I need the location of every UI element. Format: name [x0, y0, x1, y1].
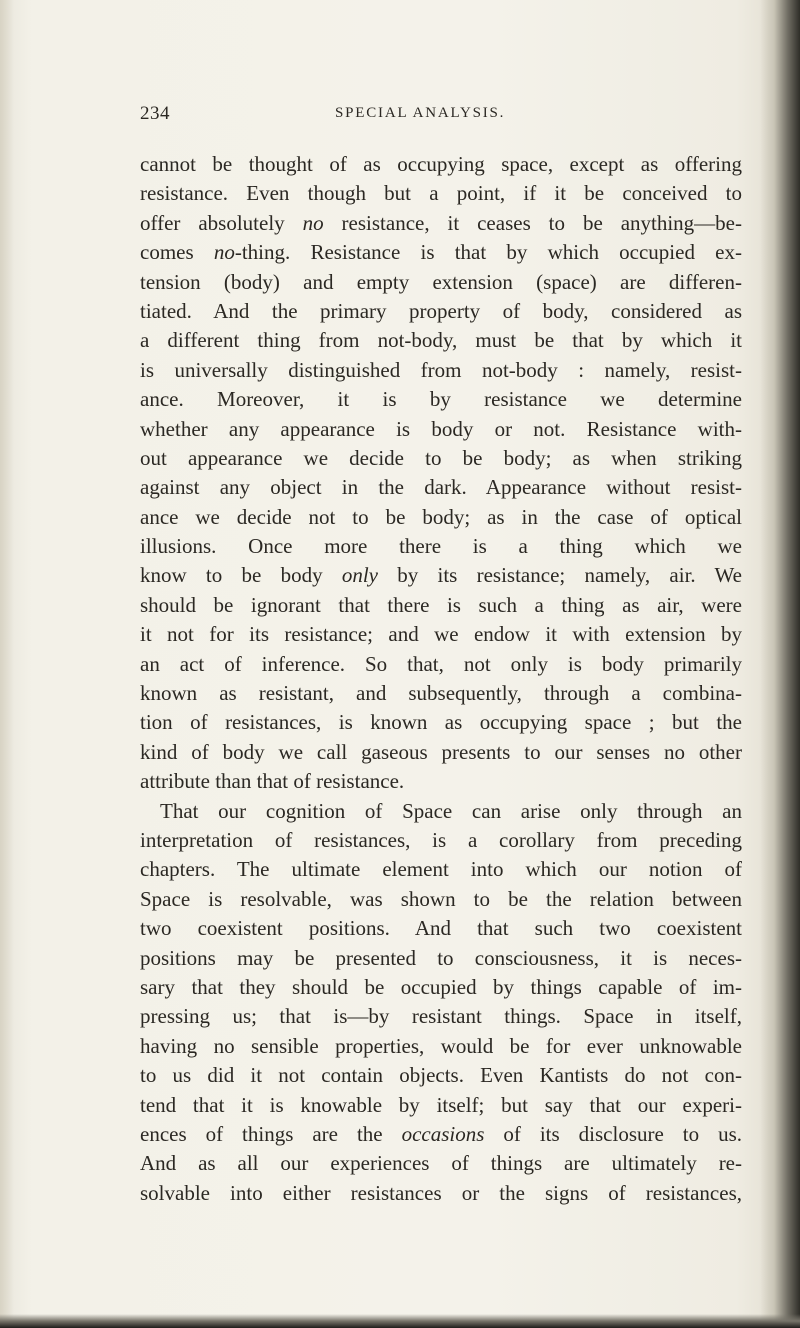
- italic-word: occasions: [401, 1121, 485, 1146]
- text-line: is universally distinguished from not-body : namely, resist-: [140, 357, 742, 382]
- text-segment: of its disclosure to us.: [484, 1121, 742, 1146]
- text-line: solvable into either resistances or the signs of resistances,: [140, 1180, 742, 1205]
- page-fore-edge: [760, 0, 800, 1328]
- body-text: [140, 150, 742, 1208]
- text-line: cannot be thought of as occupying space, except as offering: [140, 152, 742, 176]
- running-head: SPECIAL ANALYSIS.: [335, 105, 506, 121]
- text-line: tiated. And the primary property of body, considered as: [140, 298, 742, 323]
- text-line: Space is resolvable, was shown to be the relation between: [140, 886, 742, 911]
- text-line: chapters. The ultimate element into which our notion of: [140, 857, 742, 882]
- text-line: known as resistant, and subsequently, through a combina-: [140, 681, 742, 706]
- text-line: [140, 561, 742, 590]
- page-bottom-edge: [0, 1314, 800, 1328]
- text-line: should be ignorant that there is such a thing as air, were: [140, 592, 742, 617]
- italic-word: no: [213, 240, 235, 265]
- text-segment: comes: [140, 240, 214, 265]
- italic-word: only: [341, 563, 378, 588]
- text-line: kind of body we call gaseous presents to our senses no other: [140, 739, 742, 764]
- text-line: [140, 238, 742, 267]
- text-line: sary that they should be occupied by things capable of im-: [140, 974, 742, 999]
- text-line: [140, 209, 742, 238]
- text-segment: know to be body: [140, 563, 342, 588]
- text-segment: resistance, it ceases to be anything—be-: [323, 210, 742, 235]
- text-line: positions may be presented to consciousness, it is neces-: [140, 945, 742, 970]
- text-line: tension (body) and empty extension (space) are differen-: [140, 269, 742, 294]
- italic-word: no: [302, 210, 324, 235]
- text-line: ance we decide not to be body; as in the case of optical: [140, 504, 742, 529]
- text-segment: offer absolutely: [140, 210, 303, 235]
- text-line: That our cognition of Space can arise only through an: [160, 798, 742, 823]
- text-line: two coexistent positions. And that such two coexistent: [140, 916, 742, 941]
- text-line: out appearance we decide to be body; as when striking: [140, 445, 742, 470]
- text-line: interpretation of resistances, is a corollary from preceding: [140, 827, 742, 852]
- text-line: tend that it is knowable by itself; but say that our experi-: [140, 1092, 742, 1117]
- text-segment: -thing. Resistance is that by which occupied ex-: [234, 240, 742, 265]
- text-line: it not for its resistance; and we endow it with extension by: [140, 622, 742, 647]
- text-line: And as all our experiences of things are ultimately re-: [140, 1151, 742, 1176]
- text-line: ance. Moreover, it is by resistance we determine: [140, 387, 742, 412]
- page-gutter-shadow: [0, 0, 14, 1328]
- text-line: an act of inference. So that, not only is body primarily: [140, 651, 742, 676]
- text-line: against any object in the dark. Appearance without resist-: [140, 475, 742, 500]
- page-number: 234: [140, 103, 170, 124]
- text-line: to us did it not contain objects. Even Kantists do not con-: [140, 1063, 742, 1088]
- text-line: whether any appearance is body or not. Resistance with-: [140, 416, 742, 441]
- text-segment: ences of things are the: [140, 1121, 402, 1146]
- text-line: a different thing from not-body, must be that by which it: [140, 328, 742, 353]
- text-line: pressing us; that is—by resistant things. Space in itself,: [140, 1004, 742, 1029]
- text-line: tion of resistances, is known as occupying space ; but the: [140, 710, 742, 735]
- text-line: [140, 1120, 742, 1149]
- text-line: having no sensible properties, would be for ever unknowable: [140, 1033, 742, 1058]
- text-line: illusions. Once more there is a thing which we: [140, 534, 742, 559]
- text-line: resistance. Even though but a point, if it be conceived to: [140, 181, 742, 206]
- page-header: [140, 103, 700, 131]
- text-line: attribute than that of resistance.: [140, 769, 405, 794]
- text-segment: by its resistance; namely, air. We: [378, 563, 743, 588]
